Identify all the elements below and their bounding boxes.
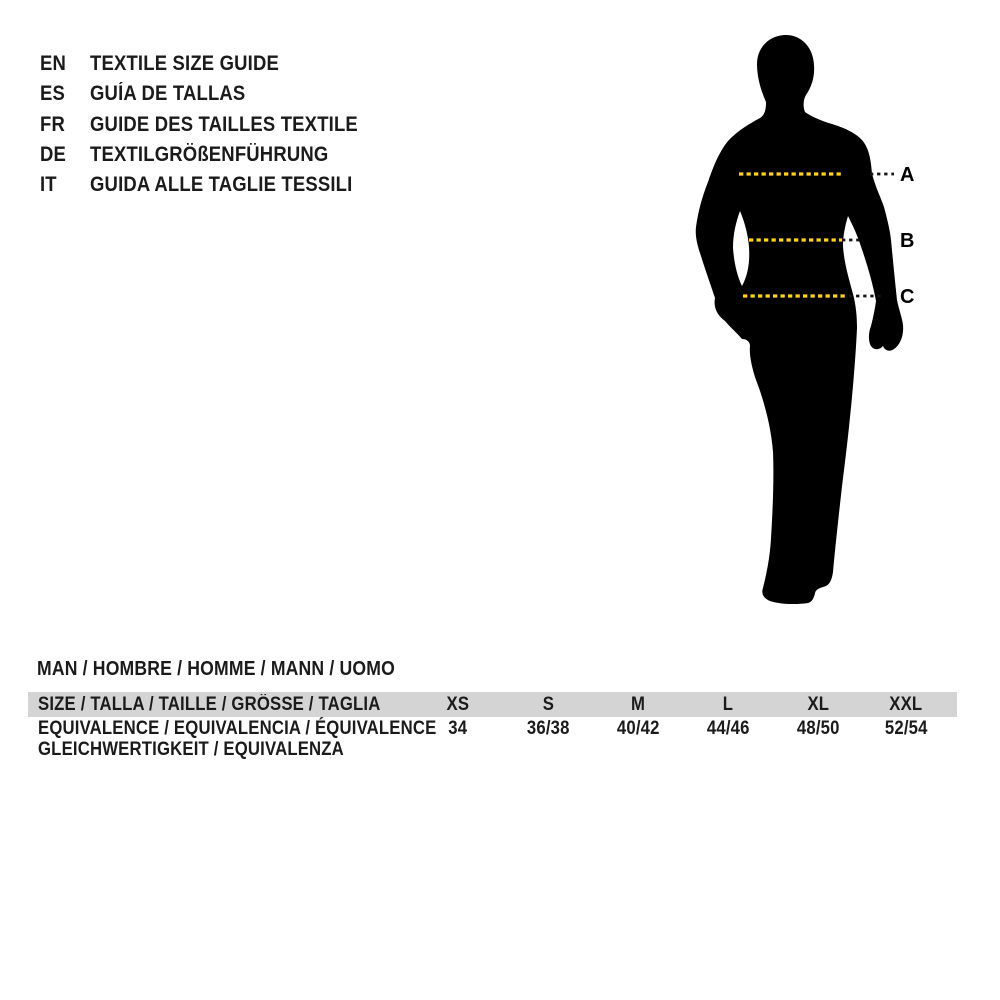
size-header-text: M [630,694,646,715]
table-heading [37,658,444,680]
equivalence-value-text: 34 [448,718,468,739]
equivalence-value-xs [413,718,503,740]
language-code: EN [40,52,67,76]
language-code: DE [40,143,67,167]
equivalence-row-label-text: GLEICHWERTIGKEIT / EQUIVALENZA [38,739,344,760]
language-title: GUIDA ALLE TAGLIE TESSILI [90,173,353,197]
equivalence-value-m [593,718,683,740]
equivalence-value-text: 52/54 [884,718,928,739]
size-header-l [683,692,773,717]
equivalence-value-text: 44/46 [706,718,750,739]
equivalence-value-xxl [861,718,951,740]
language-code: FR [40,112,65,136]
language-code: IT [40,173,57,197]
equivalence-value-text: 40/42 [616,718,660,739]
equivalence-value-l [683,718,773,740]
size-header-text: XXL [889,694,923,715]
measure-label-c: C [900,286,915,308]
size-header-xs [413,692,503,717]
equivalence-value-text: 48/50 [796,718,840,739]
size-row-label-text: SIZE / TALLA / TAILLE / GRÖSSE / TAGLIA [38,694,381,715]
measure-label-a: A [900,164,915,186]
size-header-text: L [722,694,734,715]
language-title: GUÍA DE TALLAS [90,82,246,106]
equivalence-value-text: 36/38 [526,718,570,739]
equivalence-row-label-text: EQUIVALENCE / EQUIVALENCIA / ÉQUIVALENCE [38,718,437,739]
equivalence-value-s [503,718,593,740]
size-header-text: XS [446,694,470,715]
language-title: TEXTILE SIZE GUIDE [90,52,280,76]
equivalence-value-xl [773,718,863,740]
measure-label-b: B [900,230,915,252]
size-header-s [503,692,593,717]
size-header-text: S [542,694,554,715]
size-row-label [38,692,427,717]
size-header-m [593,692,683,717]
size-header-xl [773,692,863,717]
equivalence-row-label-line2 [38,739,386,761]
size-header-xxl [861,692,951,717]
table-heading-text: MAN / HOMBRE / HOMME / MANN / UOMO [37,658,395,680]
language-code: ES [40,82,66,106]
language-title: TEXTILGRÖßENFÜHRUNG [90,143,329,167]
size-header-text: XL [807,694,829,715]
language-title: GUIDE DES TAILLES TEXTILE [90,112,358,136]
man-silhouette [696,35,903,604]
